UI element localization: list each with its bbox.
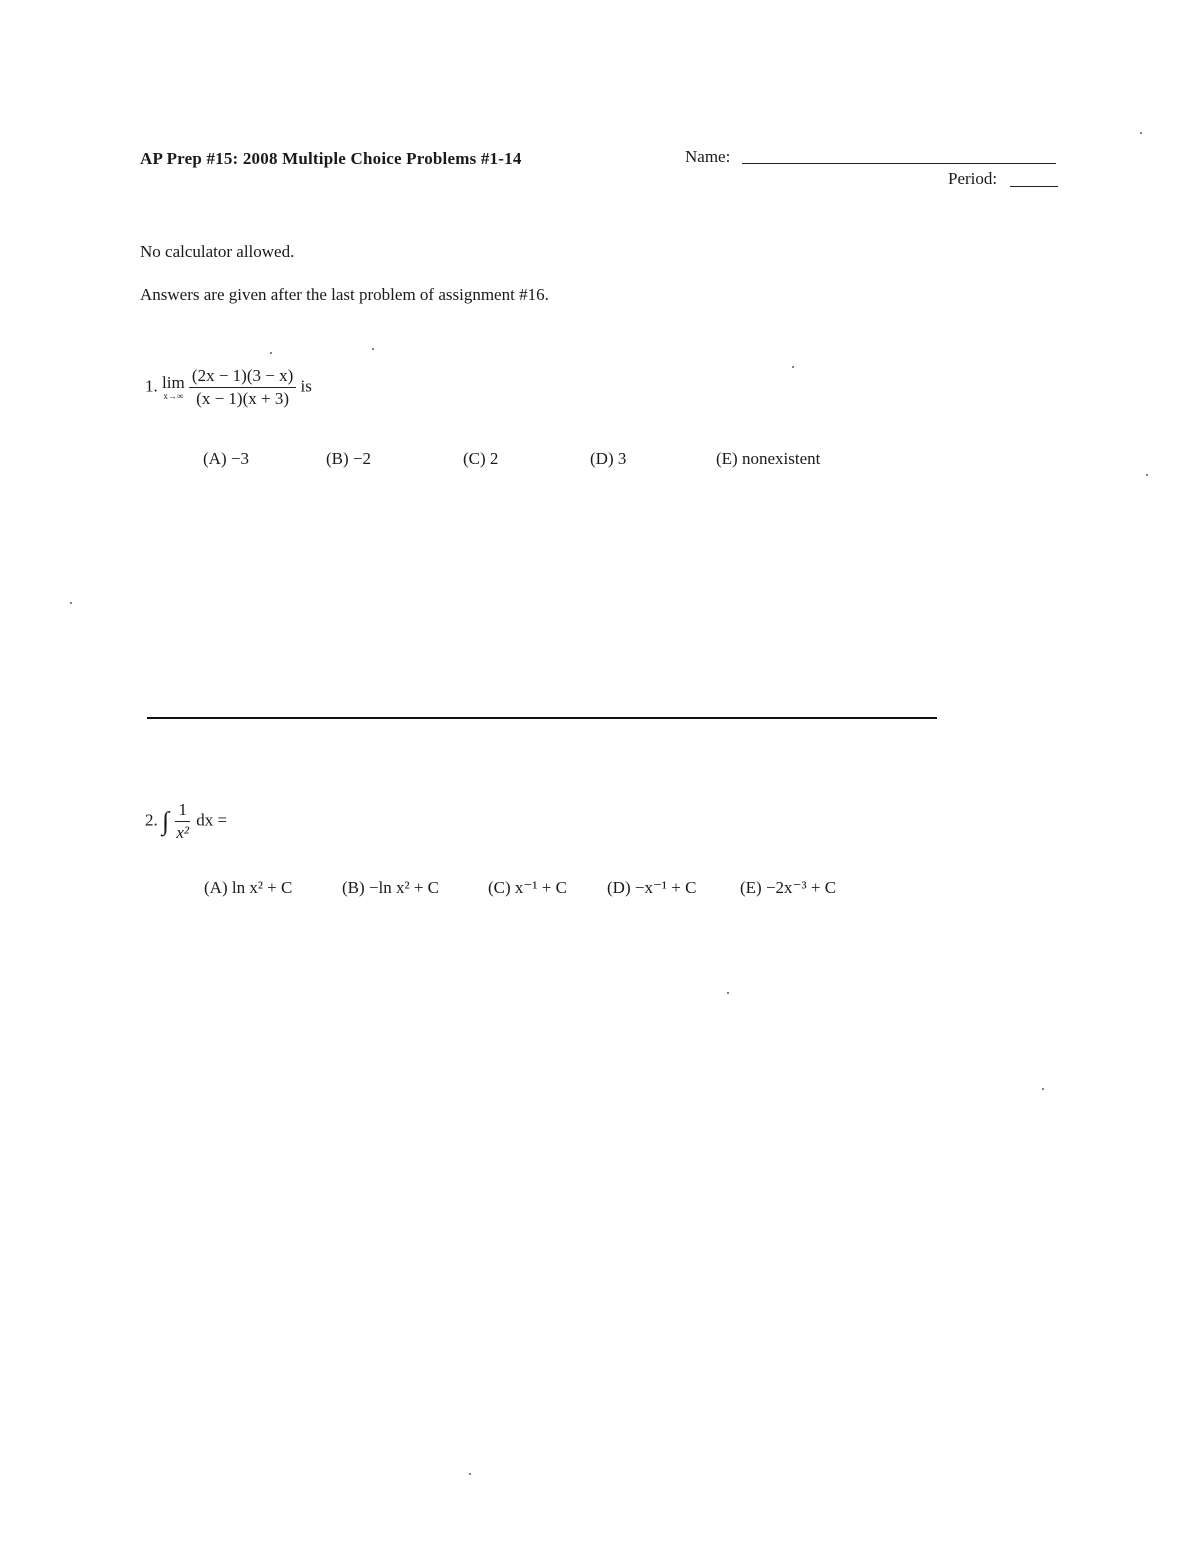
scan-speck (469, 1473, 471, 1475)
problem-2-denominator: x² (176, 823, 190, 842)
problem-2-numerator: 1 (175, 800, 190, 822)
problem-1 (145, 366, 312, 409)
choice-text: 3 (617, 449, 627, 468)
problem-1-numerator: (2x − 1)(3 − x) (189, 366, 296, 388)
integral-sign: ∫ (162, 806, 170, 836)
choice-label: (B) (326, 449, 349, 468)
name-label: Name: (685, 147, 731, 166)
choice-text: −2x⁻³ + C (765, 878, 837, 897)
choice-1a[interactable] (203, 449, 249, 469)
period-field-line[interactable] (1010, 186, 1058, 187)
choice-text: x⁻¹ + C (514, 878, 567, 897)
problem-1-number: 1. (145, 376, 158, 396)
choice-text: nonexistent (741, 449, 821, 468)
answers-note: Answers are given after the last problem of assignment #16. (140, 285, 549, 304)
choice-1e[interactable] (716, 449, 820, 469)
choice-label: (D) (590, 449, 614, 468)
scan-speck (1042, 1088, 1044, 1090)
choice-label: (C) (463, 449, 486, 468)
name-field-line[interactable] (742, 163, 1056, 164)
choice-label: (B) (342, 878, 365, 897)
scan-speck (372, 348, 374, 350)
scan-speck (727, 992, 729, 994)
scan-speck (1140, 132, 1142, 134)
section-divider (147, 717, 937, 719)
choice-label: (A) (203, 449, 227, 468)
scan-speck (792, 366, 794, 368)
problem-2-fraction (173, 800, 192, 843)
choice-text: −x⁻¹ + C (634, 878, 697, 897)
choice-label: (E) (716, 449, 738, 468)
choice-label: (C) (488, 878, 511, 897)
choice-2c[interactable] (488, 878, 567, 898)
choice-label: (E) (740, 878, 762, 897)
choice-text: 2 (489, 449, 499, 468)
limit-label: lim (162, 373, 185, 392)
choice-2a[interactable] (204, 878, 292, 898)
problem-2-suffix: dx = (196, 810, 228, 830)
choice-text: −ln x² + C (368, 878, 440, 897)
choice-1b[interactable] (326, 449, 371, 469)
page-title: AP Prep #15: 2008 Multiple Choice Problems #1-14 (140, 149, 522, 168)
calculator-note: No calculator allowed. (140, 242, 295, 261)
problem-1-suffix: is (300, 376, 312, 396)
period-label: Period: (948, 169, 998, 188)
scan-speck (70, 602, 72, 604)
choice-1c[interactable] (463, 449, 498, 469)
problem-2-number: 2. (145, 810, 158, 830)
choice-2d[interactable] (607, 878, 696, 898)
limit-operator (162, 374, 185, 401)
choice-label: (D) (607, 878, 631, 897)
choice-1d[interactable] (590, 449, 626, 469)
problem-1-fraction (189, 366, 296, 409)
problem-2 (145, 800, 227, 843)
choice-text: −3 (230, 449, 249, 468)
scan-speck (1146, 474, 1148, 476)
choice-2b[interactable] (342, 878, 439, 898)
choice-label: (A) (204, 878, 228, 897)
problem-1-denominator: (x − 1)(x + 3) (196, 389, 289, 408)
choice-2e[interactable] (740, 878, 836, 898)
limit-subscript: x→∞ (163, 391, 184, 401)
choice-text: −2 (352, 449, 372, 468)
choice-text: ln x² + C (231, 878, 293, 897)
scan-speck (270, 352, 272, 354)
